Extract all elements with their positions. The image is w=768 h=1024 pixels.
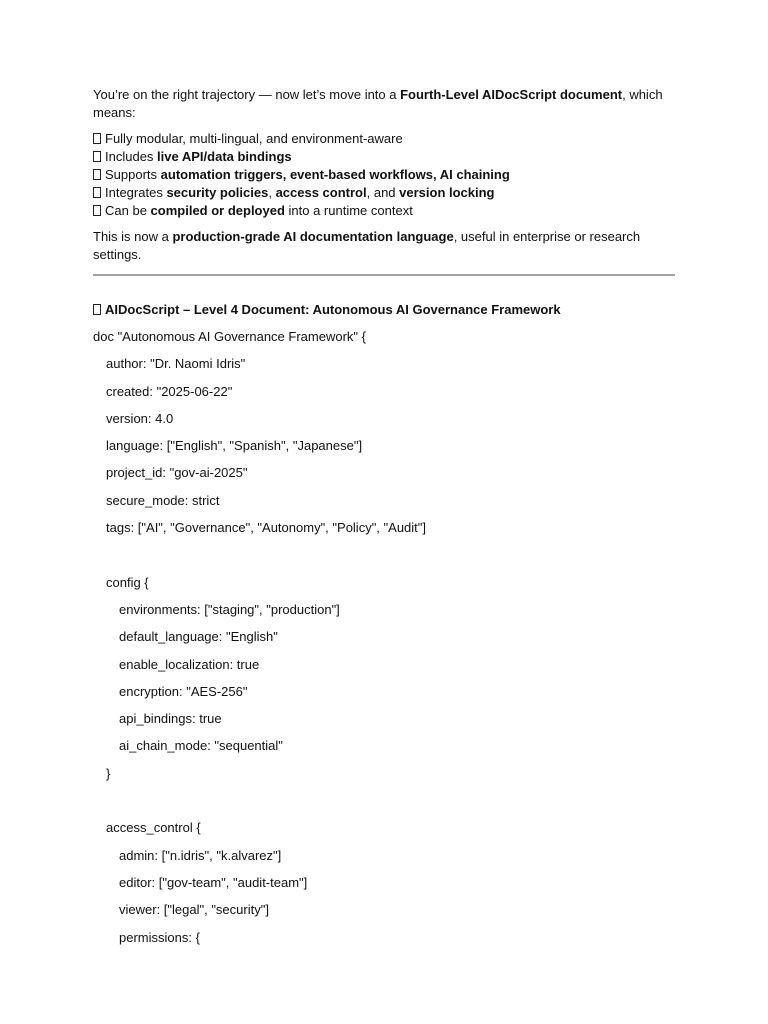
placeholder-glyph-icon — [93, 205, 101, 216]
placeholder-glyph-icon — [93, 151, 101, 162]
code-line — [93, 546, 675, 573]
feature-item — [93, 148, 675, 166]
code-line: viewer: ["legal", "security"] — [119, 902, 269, 918]
code-line: created: "2025-06-22" — [106, 383, 233, 399]
code-line: secure_mode: strict — [106, 492, 220, 508]
code-line: author: "Dr. Naomi Idris" — [106, 356, 246, 372]
document-page — [93, 86, 675, 956]
code-line: editor: ["gov-team", "audit-team"] — [119, 874, 308, 890]
code-line: } — [106, 765, 111, 781]
code-line: encryption: "AES-256" — [119, 683, 248, 699]
summary-bold: production-grade AI documentation language — [172, 229, 454, 244]
code-line: enable_localization: true — [119, 656, 260, 672]
summary-paragraph — [93, 228, 675, 264]
feature-text: Includes — [105, 149, 158, 164]
section-heading — [93, 301, 675, 319]
code-line: admin: ["n.idris", "k.alvarez"] — [119, 847, 282, 863]
feature-item — [93, 130, 675, 148]
feature-bold-text: automation triggers, event-based workflows, AI chaining — [160, 167, 510, 182]
code-line: project_id: "gov-ai-2025" — [106, 465, 248, 481]
code-line: permissions: { — [119, 929, 200, 945]
feature-item — [93, 202, 675, 220]
feature-text: into a runtime context — [284, 203, 413, 218]
feature-list — [93, 130, 675, 220]
section-heading-text: AIDocScript – Level 4 Document: Autonomous AI Governance Framework — [105, 302, 561, 317]
code-line: ai_chain_mode: "sequential" — [119, 738, 283, 754]
intro-bold: Fourth-Level AIDocScript document — [400, 87, 623, 102]
feature-text: Can be — [105, 203, 151, 218]
feature-bold-text: compiled or deployed — [150, 203, 285, 218]
feature-item — [93, 184, 675, 202]
feature-text: , and — [366, 185, 400, 200]
code-line: config { — [106, 574, 149, 590]
intro-paragraph — [93, 86, 675, 122]
horizontal-divider — [93, 274, 675, 276]
code-line: tags: ["AI", "Governance", "Autonomy", "Policy", "Audit"] — [106, 520, 427, 536]
code-line: language: ["English", "Spanish", "Japanese"] — [106, 438, 363, 454]
placeholder-glyph-icon — [93, 133, 101, 144]
feature-text: Fully modular, multi-lingual, and environment-aware — [105, 131, 403, 146]
placeholder-glyph-icon — [93, 304, 101, 315]
code-line: default_language: "English" — [119, 629, 278, 645]
placeholder-glyph-icon — [93, 187, 101, 198]
feature-bold-text: version locking — [399, 185, 495, 200]
feature-item — [93, 166, 675, 184]
code-line: access_control { — [106, 820, 201, 836]
feature-bold-text: access control — [275, 185, 367, 200]
code-line: doc "Autonomous AI Governance Framework" { — [93, 329, 366, 344]
code-block — [93, 328, 675, 956]
placeholder-glyph-icon — [93, 169, 101, 180]
code-line: version: 4.0 — [106, 410, 174, 426]
feature-bold-text: security policies — [166, 185, 269, 200]
feature-text: Integrates — [105, 185, 167, 200]
summary-text-end: , useful in enterprise or research settings. — [93, 229, 641, 262]
code-line — [93, 792, 675, 819]
code-line: api_bindings: true — [119, 711, 222, 727]
feature-text: , — [268, 185, 276, 200]
feature-bold-text: live API/data bindings — [157, 149, 292, 164]
intro-text-end: , which means: — [93, 87, 663, 120]
summary-text: This is now a — [93, 229, 173, 244]
intro-text: You’re on the right trajectory — now let’s move into a — [93, 87, 401, 102]
feature-text: Supports — [105, 167, 161, 182]
code-line: environments: ["staging", "production"] — [119, 601, 340, 617]
